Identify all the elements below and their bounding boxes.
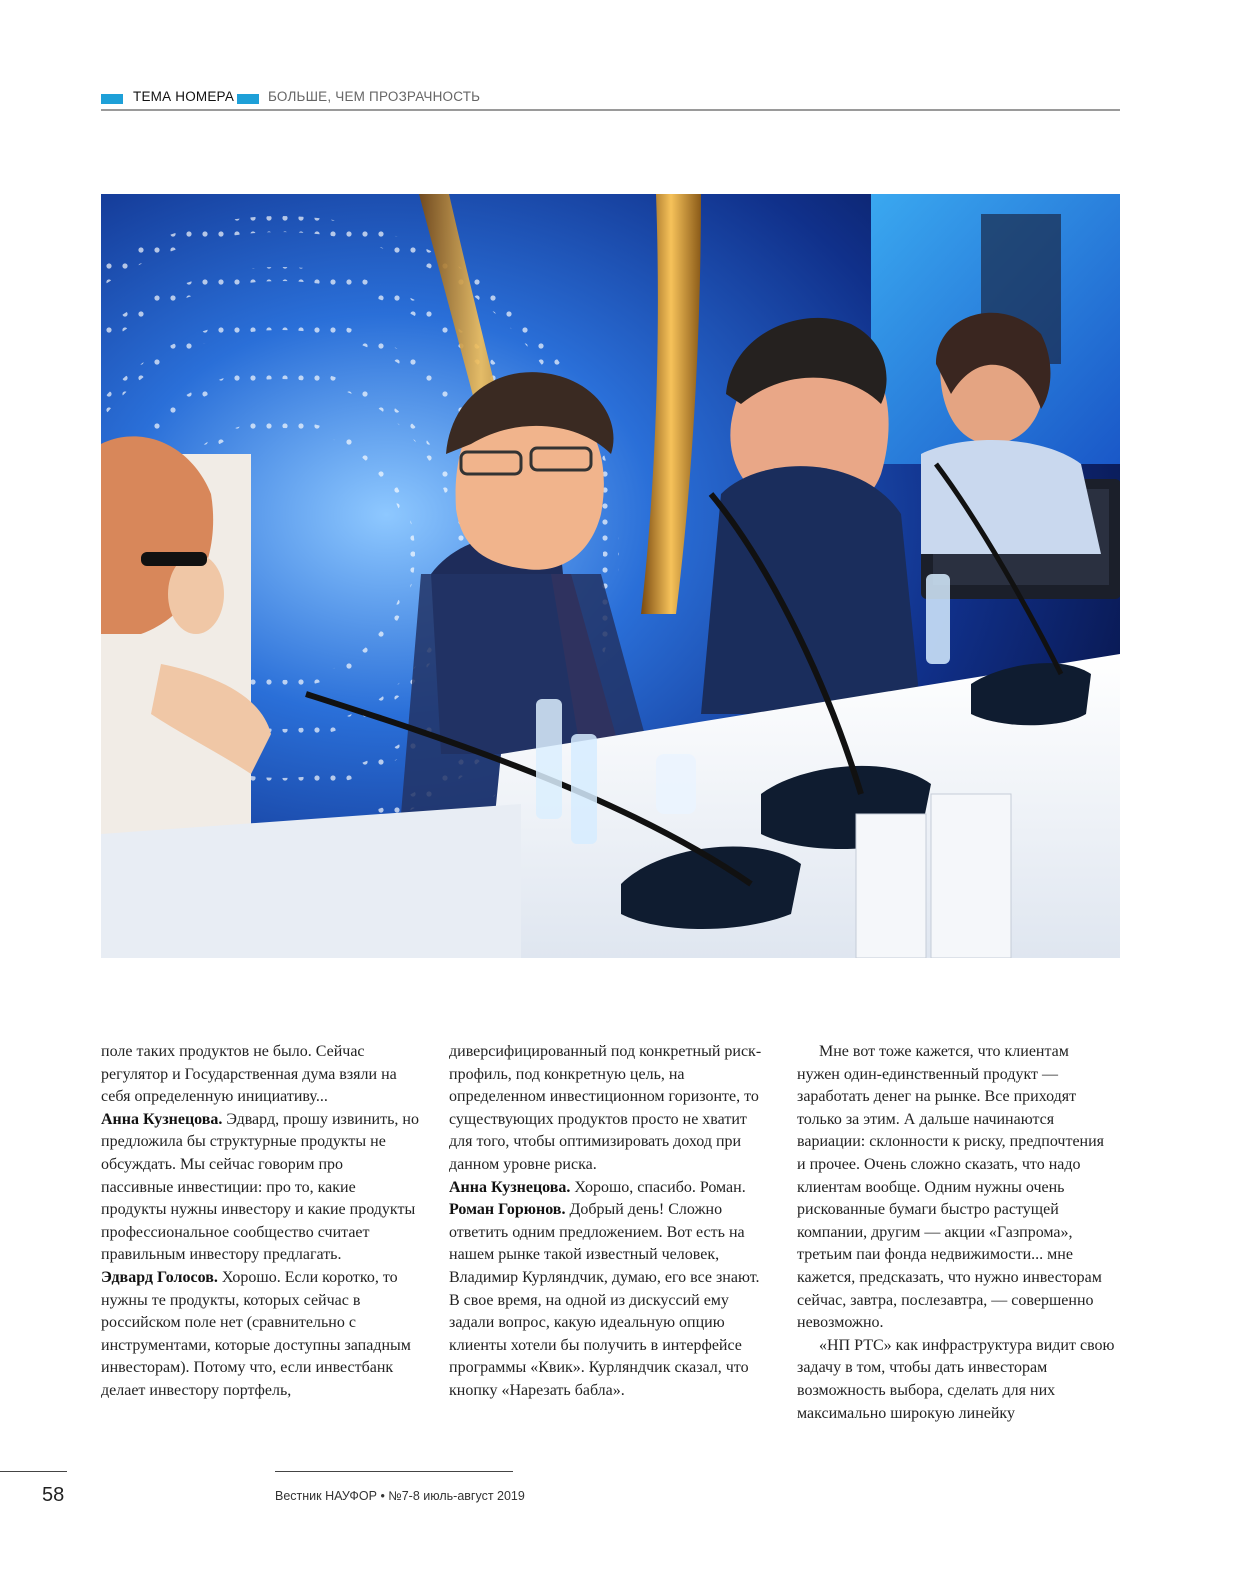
footer-rule-left [0, 1471, 67, 1472]
paragraph: Мне вот тоже кажется, что клиентам нужен один-единственный продукт — заработать денег на рынке. Все приходят только за этим. А дальше начинаются вариации: склонности к риску, предпочтения и прочее. Очень сложно сказать, что надо клиентам вообще. Одним нужны очень рискованные бумаги быстро растущей компании, другим — акции «Газпрома», третьим паи фонда недвижимости... мне кажется, предсказать, что нужно инвесторам сейчас, завтра, послезавтра, — совершенно невозможно. [797, 1043, 1105, 1332]
publication-info: Вестник НАУФОР • №7-8 июль-август 2019 [275, 1489, 525, 1503]
paragraph: Эдвард Голосов. Хорошо. Если коротко, то нужны те продукты, которых сейчас в российском поле нет (сравнительно с инструментами, которые доступны западным инвесторам). Потому что, если инвестбанк делает инвестору портфель, [101, 1268, 411, 1399]
page-number: 58 [42, 1484, 65, 1506]
paragraph: поле таких продуктов не было. Сейчас регулятор и Государственная дума взяли на себя определенную инициативу... [101, 1043, 397, 1106]
section-title: ТЕМА НОМЕРА [133, 89, 235, 104]
paragraph: «НП РТС» как инфраструктура видит свою задачу в том, чтобы дать инвесторам возможность выбора, сделать для них максимально широкую линейку [797, 1336, 1115, 1422]
speaker-name: Роман Горюнов. [449, 1201, 566, 1219]
paragraph: Анна Кузнецова. Хорошо, спасибо. Роман. [449, 1178, 746, 1196]
conference-panel-photo [101, 194, 1120, 958]
paragraph: Роман Горюнов. Добрый день! Сложно ответить одним предложением. Вот есть на нашем рынке такой известный человек, Владимир Курляндчик, думаю, его все знают. В свое время, на одной из дискуссий ему задали вопрос, какую идеальную опцию клиенты хотели бы получить в интерфейсе программы «Квик». Курляндчик сказал, что кнопку «Нарезать бабла». [449, 1201, 760, 1399]
text-column-2 [449, 1041, 767, 1403]
text-column-3 [797, 1041, 1115, 1425]
running-header [101, 88, 1120, 114]
speaker-name: Эдвард Голосов. [101, 1268, 218, 1286]
header-rule [101, 109, 1120, 111]
section-marker-icon [101, 94, 123, 104]
footer-rule-center [275, 1471, 513, 1472]
speaker-name: Анна Кузнецова. [101, 1110, 223, 1128]
paragraph: Анна Кузнецова. Эдвард, прошу извинить, но предложила бы структурные продукты не обсуждать. Мы сейчас говорим про пассивные инвестиции: про то, какие продукты нужны инвестору и какие продукты профессиональное сообщество считает правильным инвестору предлагать. [101, 1110, 419, 1264]
paragraph: диверсифицированный под конкретный риск-профиль, под конкретную цель, на определенном инвестиционном горизонте, то существующих продуктов просто не хватит для того, чтобы оптимизировать доход при данном уровне риска. [449, 1043, 762, 1173]
text-column-1 [101, 1041, 419, 1403]
article-marker-icon [237, 94, 259, 104]
speaker-name: Анна Кузнецова. [449, 1178, 571, 1196]
article-title: БОЛЬШЕ, ЧЕМ ПРОЗРАЧНОСТЬ [268, 89, 481, 104]
